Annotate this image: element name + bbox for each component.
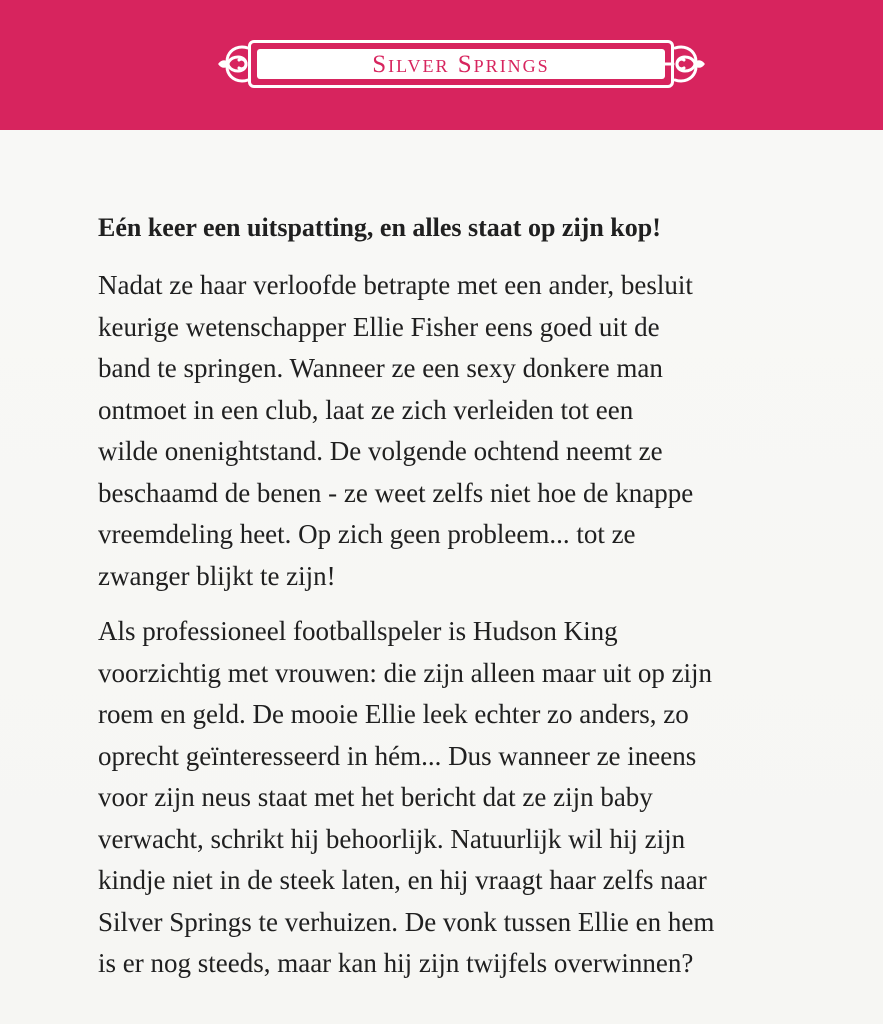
text-line: wilde onenightstand. De volgende ochtend neemt ze (98, 436, 663, 466)
text-line: roem en geld. De mooie Ellie leek echter zo anders, zo (98, 699, 689, 729)
text-line: oprecht geïnteresseerd in hém... Dus wanneer ze ineens (98, 740, 697, 771)
scroll-ornament-icon (659, 38, 711, 90)
text-line: keurige wetenschapper Ellie Fisher eens goed uit de (98, 311, 660, 342)
text-line: ontmoet in een club, laat ze zich verleiden tot een (98, 394, 634, 425)
text-line: vreemdeling heet. Op zich geen probleem... tot ze (98, 519, 636, 549)
text-line: Silver Springs te verhuizen. De vonk tussen Ellie en hem (98, 906, 715, 937)
text-line: beschaamd de benen - ze weet zelfs niet hoe de knappe (98, 477, 694, 508)
series-title: Silver Springs (372, 51, 550, 78)
text-line: Nadat ze haar verloofde betrapte met een ander, besluit (98, 270, 693, 300)
text-line: zwanger blijkt te zijn! (98, 560, 336, 591)
series-banner (248, 40, 674, 88)
series-banner-label-area (257, 49, 665, 79)
first-paragraph (98, 265, 818, 597)
text-line: verwacht, schrikt hij behoorlijk. Natuurlijk wil hij zijn (98, 823, 686, 854)
text-line: kindje niet in de steek laten, en hij vraagt haar zelfs naar (98, 865, 707, 895)
text-line: voorzichtig met vrouwen: die zijn alleen maar uit op zijn (98, 657, 713, 688)
headline: Eén keer een uitspatting, en alles staat op zijn kop! (98, 213, 661, 242)
second-paragraph (98, 611, 818, 985)
text-line: voor zijn neus staat met het bericht dat ze zijn baby (98, 782, 653, 812)
text-line: band te springen. Wanneer ze een sexy donkere man (98, 353, 663, 383)
book-description (98, 211, 818, 985)
text-line: is er nog steeds, maar kan hij zijn twijfels overwinnen? (98, 948, 694, 978)
text-line: Als professioneel footballspeler is Hudson King (98, 616, 618, 646)
